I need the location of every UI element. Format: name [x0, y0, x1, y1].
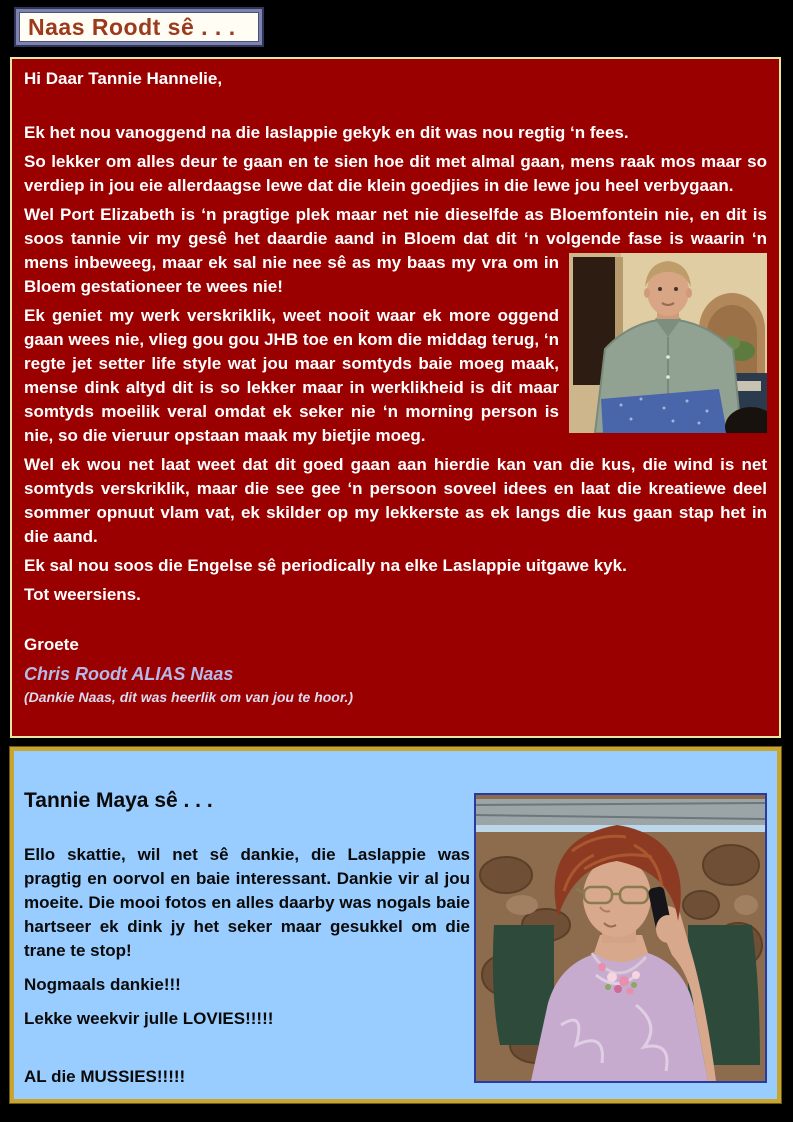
letter-paragraph-7: Tot weersiens. [24, 585, 141, 604]
maya-section [10, 747, 781, 1103]
maya-photo-illustration [476, 795, 765, 1081]
letter-paragraph-6: Ek sal nou soos die Engelse sê periodically na elke Laslappie uitgawe kyk. [24, 556, 627, 575]
masthead [14, 7, 264, 47]
maya-paragraph-1: Ello skattie, wil net sê dankie, die Laslappie was pragtig en oorvol en baie interessant. Dankie vir al jou moeite. Die mooi fotos en alles daarby was nogals baie hartseer ek dink jy het seker maar gesukkel om die trane te stop! [24, 845, 470, 960]
maya-title: Tannie Maya sê . . . [24, 789, 213, 812]
maya-photo [474, 793, 767, 1083]
maya-text [24, 843, 470, 1089]
letter-paragraph-3 [24, 203, 767, 299]
letter-paragraph-3a: Wel Port Elizabeth is ‘n pragtige plek maar net nie dieselfde as Bloemfontein nie, en dit is soos tannie vir my gesê het daardie aand in Bloem dat dit ‘n volgende fase is [24, 205, 767, 248]
page-title: Naas Roodt sê . . . [28, 13, 236, 40]
letter-paragraph-1: Ek het nou vanoggend na die laslappie gekyk en dit was nou regtig ‘n fees. [24, 123, 629, 142]
letter-greeting: Hi Daar Tannie Hannelie, [24, 69, 223, 88]
masthead-box [19, 12, 259, 42]
maya-paragraph-3: Lekke weekvir julle LOVIES!!!!! [24, 1009, 274, 1028]
naas-photo-illustration [569, 253, 767, 433]
letter-paragraph-5: Wel ek wou net laat weet dat dit goed gaan aan hierdie kan van die kus, die wind is net somtyds verskriklik, maar die see gee ‘n persoon soveel idees en laat die kreatiewe deel sommer opnuut vlam vat, ek skilder op my lekkerste as ek langs die kus gaan stap het in die aand. [24, 455, 767, 546]
editor-note: (Dankie Naas, dit was heerlik om van jou te hoor.) [24, 689, 354, 705]
letter-paragraph-3b: waarin ‘n mens inbeweeg, maar ek sal nie nee sê as my baas my vra om in Bloem gestationeer te wees nie! [24, 229, 767, 296]
maya-paragraph-4: AL die MUSSIES!!!!! [24, 1067, 186, 1086]
letter-paragraph-4: Ek geniet my werk verskriklik, weet nooit waar ek more oggend gaan wees nie, vlieg gou gou JHB toe en kom die middag terug, ‘n regte jet setter life style wat jou maar somtyds baie moeg maak, mense dink altyd dit is so lekker maar in werklikheid is dit maar somtyds moeilik veral omdat ek seker nie ‘n morning person is nie, so die vieruur opstaan maak my bietjie moeg. [24, 306, 559, 445]
maya-paragraph-2: Nogmaals dankie!!! [24, 975, 181, 994]
naas-photo [569, 253, 767, 433]
letter-section [10, 57, 781, 738]
letter-signoff: Groete [24, 635, 79, 654]
letter-signature: Chris Roodt ALIAS Naas [24, 664, 234, 684]
letter-paragraph-2: So lekker om alles deur te gaan en te sien hoe dit met almal gaan, mens raak mos maar so verdiep in jou eie allerdaagse lewe dat die klein goedjies in die lewe jou heel verbygaan. [24, 152, 767, 195]
